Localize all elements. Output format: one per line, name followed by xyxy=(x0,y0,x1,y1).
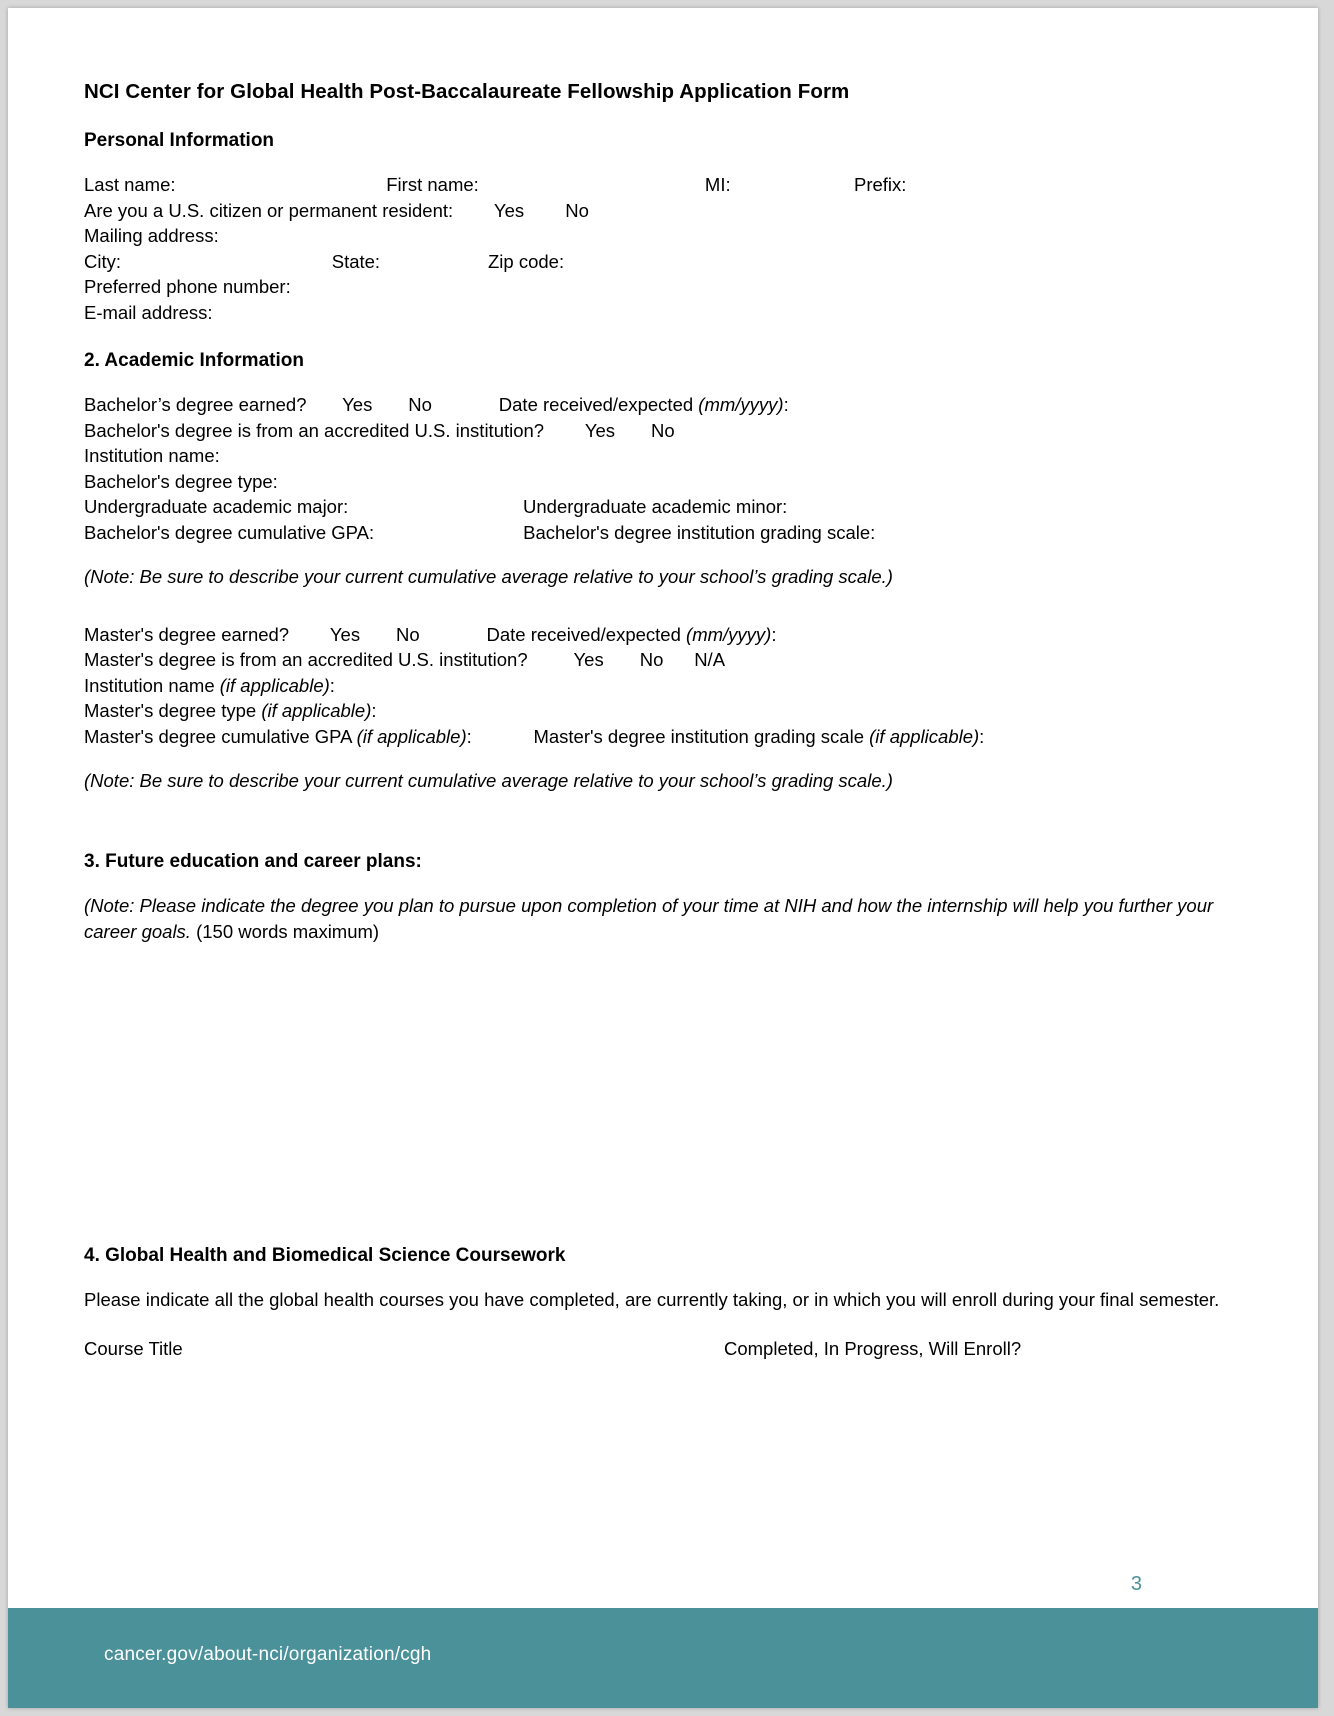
page-number: 3 xyxy=(1130,1573,1142,1595)
bachelor-earned-text: Bachelor’s degree earned? Yes No Date received/expected xyxy=(84,394,699,415)
future-plans-note-italic: (Note: Please indicate the degree you plan to pursue upon completion of your time at NIH and how the internship will help you further your career goals. xyxy=(84,894,1214,942)
master-institution-colon: : xyxy=(329,674,335,696)
master-scale-hint: (if applicable) xyxy=(869,725,980,747)
personal-information-fields xyxy=(84,172,1244,325)
master-scale-colon: : xyxy=(979,725,985,747)
field-master-degree-earned xyxy=(84,622,1244,648)
field-citizenship-row: Are you a U.S. citizen or permanent resident: Yes No xyxy=(84,199,589,221)
master-institution-label: Institution name xyxy=(84,674,220,696)
bachelor-date-format-hint: (mm/yyyy) xyxy=(698,394,784,415)
field-bachelor-accredited: Bachelor's degree is from an accredited U.S. institution? Yes No xyxy=(84,419,675,441)
future-plans-note xyxy=(84,893,1244,945)
field-preferred-phone: Preferred phone number: xyxy=(84,276,291,297)
future-plans-answer-area[interactable] xyxy=(84,945,1244,1245)
footer-bar xyxy=(8,1608,1318,1708)
field-mailing-address: Mailing address: xyxy=(84,225,219,246)
field-master-accredited: Master's degree is from an accredited U.S. institution? Yes No N/A xyxy=(84,649,726,670)
master-gpa-hint: (if applicable) xyxy=(356,725,467,747)
document-content xyxy=(84,80,1244,1488)
field-bachelor-gpa-scale: Bachelor's degree cumulative GPA: Bachelor's degree institution grading scale: xyxy=(84,521,876,543)
field-master-gpa-scale xyxy=(84,724,1244,750)
future-plans-word-limit: (150 words maximum) xyxy=(190,920,380,942)
master-degree-fields xyxy=(84,622,1244,794)
field-bachelor-degree-type: Bachelor's degree type: xyxy=(84,470,278,492)
bachelor-colon: : xyxy=(783,394,789,415)
master-scale-label: : Master's degree institution grading scale xyxy=(466,725,870,747)
bachelor-degree-fields xyxy=(84,392,1244,589)
field-name-row: Last name: First name: MI: Prefix: xyxy=(84,174,907,195)
field-bachelor-degree-earned xyxy=(84,392,1244,418)
field-email-address: E-mail address: xyxy=(84,301,213,323)
column-header-course-title: Course Title xyxy=(84,1337,183,1359)
document-page xyxy=(8,8,1318,1708)
section-heading-academic-information: 2. Academic Information xyxy=(84,350,304,371)
page-title: NCI Center for Global Health Post-Baccalaureate Fellowship Application Form xyxy=(84,80,850,103)
section-heading-personal-information: Personal Information xyxy=(84,130,275,151)
master-type-label: Master's degree type xyxy=(84,700,262,721)
coursework-answer-area[interactable] xyxy=(84,1368,1244,1488)
master-type-colon: : xyxy=(371,700,377,721)
field-master-institution-name xyxy=(84,673,1244,699)
master-colon: : xyxy=(771,623,777,645)
footer-url-link[interactable]: cancer.gov/about-nci/organization/cgh xyxy=(104,1644,432,1665)
section-heading-future-plans: 3. Future education and career plans: xyxy=(84,850,422,872)
column-header-status: Completed, In Progress, Will Enroll? xyxy=(724,1337,1022,1359)
master-date-format-hint: (mm/yyyy) xyxy=(686,623,772,645)
coursework-instructions: Please indicate all the global health courses you have completed, are currently taking, or in which you will enroll during your final semester. xyxy=(84,1288,1220,1310)
master-gpa-note: (Note: Be sure to describe your current cumulative average relative to your school’s grading scale.) xyxy=(84,769,893,791)
field-city-state-zip-row: City: State: Zip code: xyxy=(84,250,565,272)
master-earned-text: Master's degree earned? Yes No Date received/expected xyxy=(84,623,687,645)
master-type-hint: (if applicable) xyxy=(261,700,372,721)
master-institution-hint: (if applicable) xyxy=(219,674,330,696)
field-bachelor-institution-name: Institution name: xyxy=(84,445,220,466)
master-gpa-label: Master's degree cumulative GPA xyxy=(84,725,357,747)
field-master-degree-type xyxy=(84,698,1244,724)
section-heading-coursework: 4. Global Health and Biomedical Science Coursework xyxy=(84,1244,566,1266)
coursework-table-header xyxy=(84,1338,1244,1368)
field-undergrad-major-minor: Undergraduate academic major: Undergraduate academic minor: xyxy=(84,496,788,517)
bachelor-gpa-note: (Note: Be sure to describe your current cumulative average relative to your school’s grading scale.) xyxy=(84,565,893,587)
